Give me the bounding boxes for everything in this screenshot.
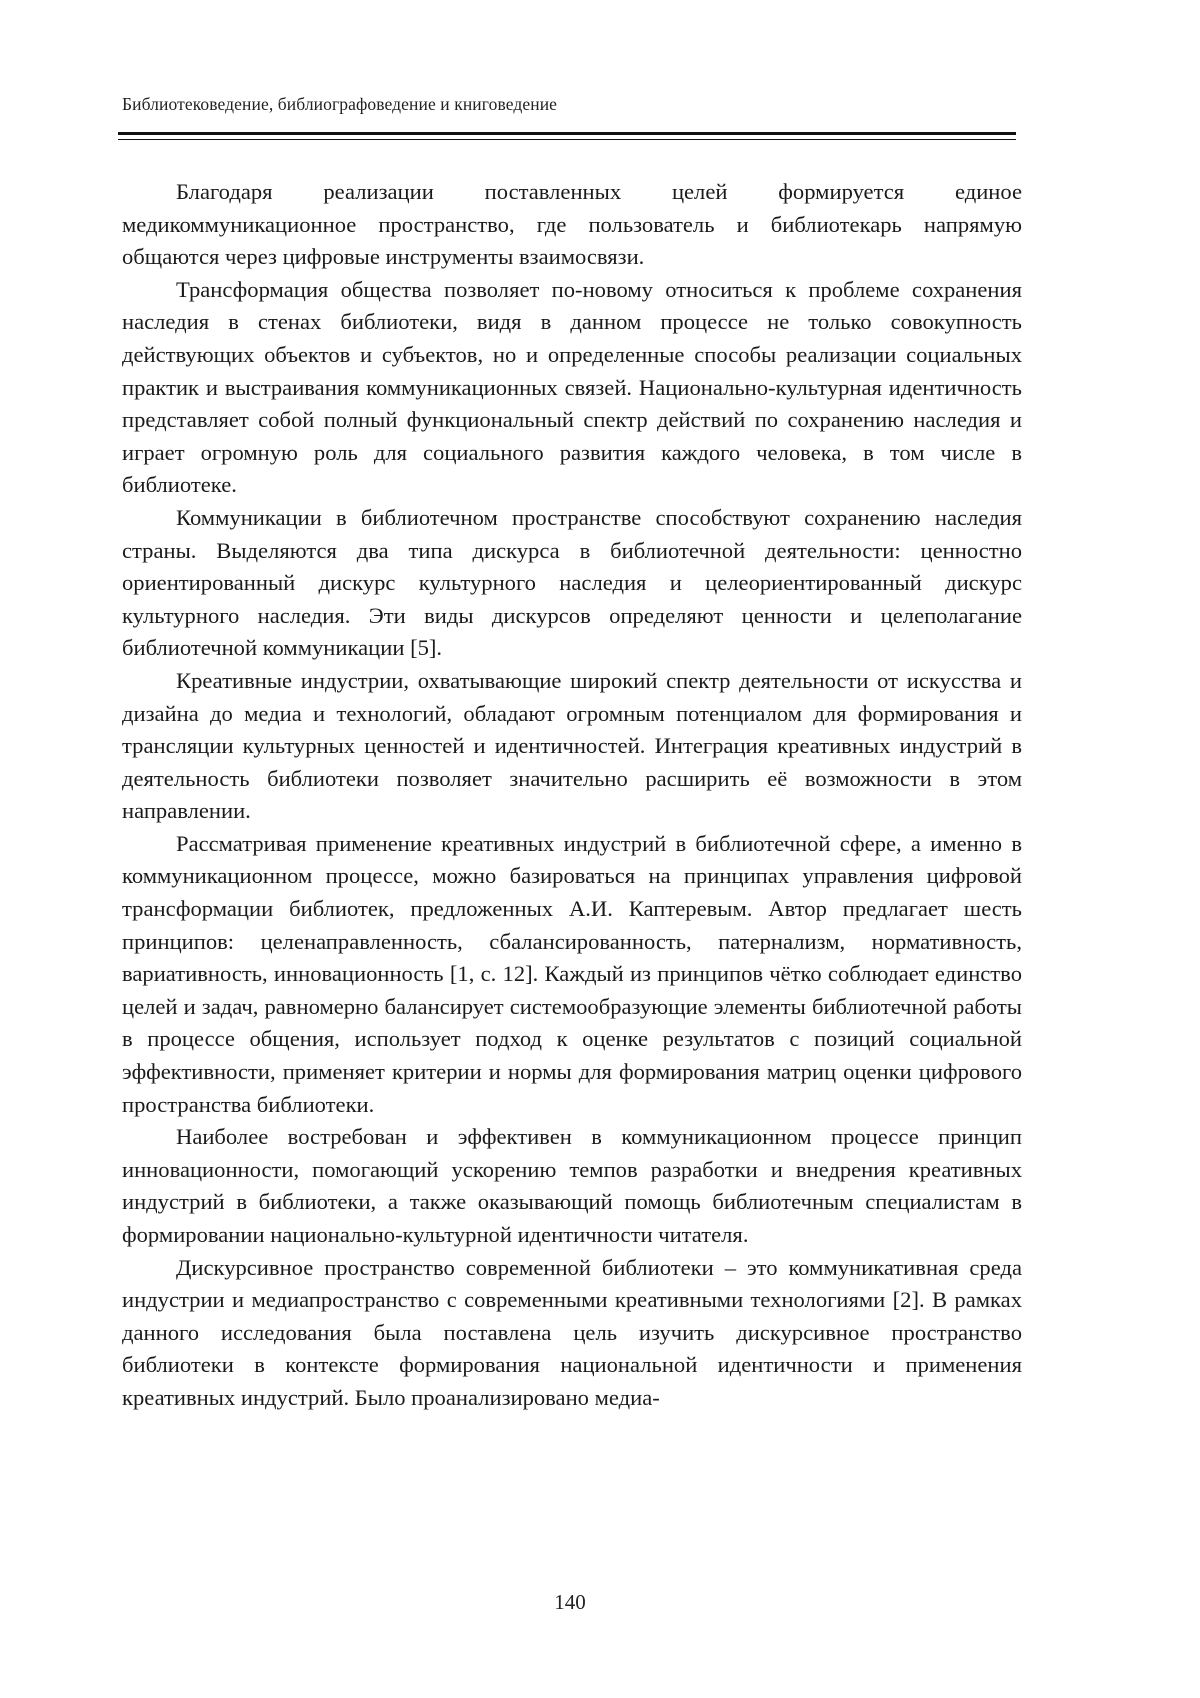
- running-header: Библиотековедение, библиографоведение и книговедение: [122, 94, 558, 114]
- paragraph-7: Дискурсивное пространство современной библиотеки – это коммуникативная среда индустрии и медиапространство с современными креативными технологиями [2]. В рамках данного исследования была поставлена цель изучить дискурсивное пространство библиотеки в контексте формирования национальной идентичности и применения креативных индустрий. Было проанализировано медиа-: [122, 1254, 1022, 1410]
- paragraph-6: Наиболее востребован и эффективен в коммуникационном процессе принцип инновационности, помогающий ускорению темпов разработки и внедрения креативных индустрий в библиотеки, а также оказывающий помощь библиотечным специалистам в формировании национально-культурной идентичности читателя.: [122, 1124, 1022, 1247]
- page-number: 140: [554, 1590, 586, 1614]
- header-rule-thin: [118, 139, 1016, 140]
- body-text: [122, 176, 1022, 1415]
- paragraph-1: Благодаря реализации поставленных целей формируется единое медикоммуникационное пространство, где пользователь и библиотекарь напрямую общаются через цифровые инструменты взаимосвязи.: [122, 179, 1022, 270]
- paragraph-3: Коммуникации в библиотечном пространстве способствуют сохранению наследия страны. Выделяются два типа дискурса в библиотечной деятельности: ценностно ориентированный дискурс культурного наследия и целеориентированный дискурс культурного наследия. Эти виды дискурсов определяют ценности и целеполагание библиотечной коммуникации [5].: [122, 504, 1022, 661]
- paragraph-4: Креативные индустрии, охватывающие широкий спектр деятельности от искусства и дизайна до медиа и технологий, обладают огромным потенциалом для формирования и трансляции культурных ценностей и идентичностей. Интеграция креативных индустрий в деятельность библиотеки позволяет значительно расширить её возможности в этом направлении.: [122, 667, 1022, 824]
- header-rule-thick: [118, 132, 1016, 135]
- paragraph-5: Рассматривая применение креативных индустрий в библиотечной сфере, а именно в коммуникационном процессе, можно базироваться на принципах управления цифровой трансформации библиотек, предложенных А.И. Каптеревым. Автор предлагает шесть принципов: целенаправленность, сбалансированность, патернализм, нормативность, вариативность, инновационность [1, с. 12]. Каждый из принципов чётко соблюдает единство целей и задач, равномерно балансирует системообразующие элементы библиотечной работы в процессе общения, использует подход к оценке результатов с позиций социальной эффективности, применяет критерии и нормы для формирования матриц оценки цифрового пространства библиотеки.: [122, 830, 1022, 1117]
- paragraph-2: Трансформация общества позволяет по-новому относиться к проблеме сохранения наследия в стенах библиотеки, видя в данном процессе не только совокупность действующих объектов и субъектов, но и определенные способы реализации социальных практик и выстраивания коммуникационных связей. Национально-культурная идентичность представляет собой полный функциональный спектр действий по сохранению наследия и играет огромную роль для социального развития каждого человека, в том числе в библиотеке.: [122, 276, 1022, 498]
